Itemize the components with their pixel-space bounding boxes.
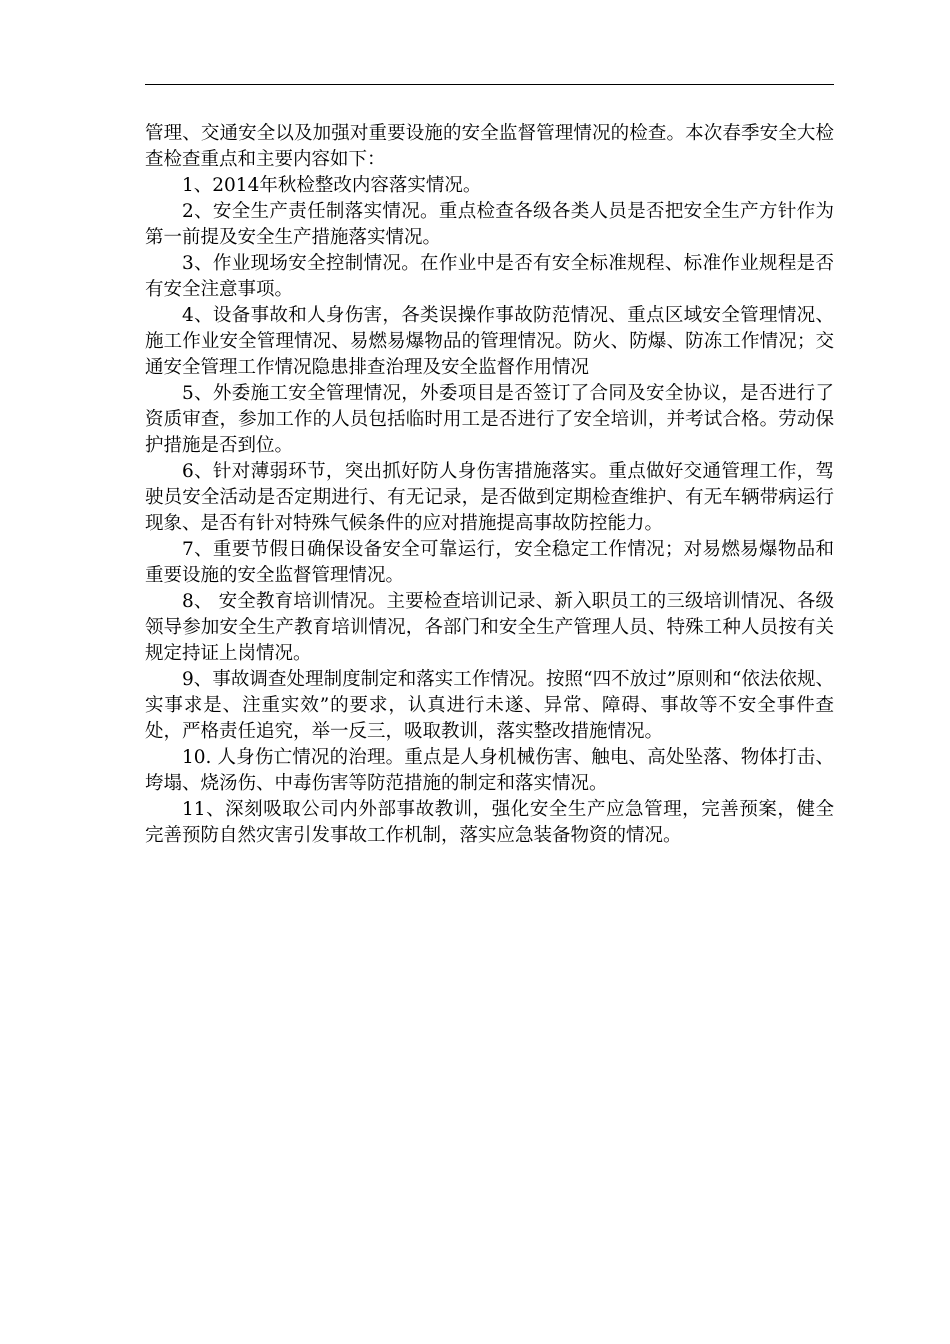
list-item-3: 3、作业现场安全控制情况。在作业中是否有安全标准规程、标准作业规程是否有安全注意事项。 — [145, 253, 834, 300]
list-item-2: 2、安全生产责任制落实情况。重点检查各级各类人员是否把安全生产方针作为第一前提及安全生产措施落实情况。 — [145, 201, 834, 248]
list-item-5: 5、外委施工安全管理情况，外委项目是否签订了合同及安全协议，是否进行了资质审查，参加工作的人员包括临时用工是否进行了安全培训，并考试合格。劳动保护措施是否到位。 — [145, 383, 834, 456]
header-rule — [145, 84, 834, 85]
list-item-6: 6、针对薄弱环节，突出抓好防人身伤害措施落实。重点做好交通管理工作，驾驶员安全活动是否定期进行、有无记录，是否做到定期检查维护、有无车辆带病运行现象、是否有针对特殊气候条件的应对措施提高事故防控能力。 — [145, 461, 834, 534]
list-item-9: 9、事故调查处理制度制定和落实工作情况。按照“四不放过”原则和“依法依规、实事求是、注重实效”的要求，认真进行未遂、异常、障碍、事故等不安全事件查处，严格责任追究，举一反三，吸取教训，落实整改措施情况。 — [145, 669, 834, 742]
list-item-7: 7、重要节假日确保设备安全可靠运行，安全稳定工作情况；对易燃易爆物品和重要设施的安全监督管理情况。 — [145, 539, 834, 586]
list-item-1: 1、2014年秋检整改内容落实情况。 — [182, 175, 482, 196]
list-item-11: 11、深刻吸取公司内外部事故教训，强化安全生产应急管理，完善预案，健全完善预防自然灾害引发事故工作机制，落实应急装备物资的情况。 — [145, 799, 834, 846]
paragraph-intro: 管理、交通安全以及加强对重要设施的安全监督管理情况的检查。本次春季安全大检查检查重点和主要内容如下： — [145, 123, 834, 170]
list-item-4: 4、设备事故和人身伤害，各类误操作事故防范情况、重点区域安全管理情况、施工作业安全管理情况、易燃易爆物品的管理情况。防火、防爆、防冻工作情况；交通安全管理工作情况隐患排查治理及安全监督作用情况 — [145, 305, 834, 378]
list-item-8: 8、 安全教育培训情况。主要检查培训记录、新入职员工的三级培训情况、各级领导参加安全生产教育培训情况，各部门和安全生产管理人员、特殊工种人员按有关规定持证上岗情况。 — [145, 591, 834, 664]
document-body — [145, 121, 834, 849]
list-item-10: 10. 人身伤亡情况的治理。重点是人身机械伤害、触电、高处坠落、物体打击、垮塌、烧汤伤、中毒伤害等防范措施的制定和落实情况。 — [145, 747, 834, 794]
